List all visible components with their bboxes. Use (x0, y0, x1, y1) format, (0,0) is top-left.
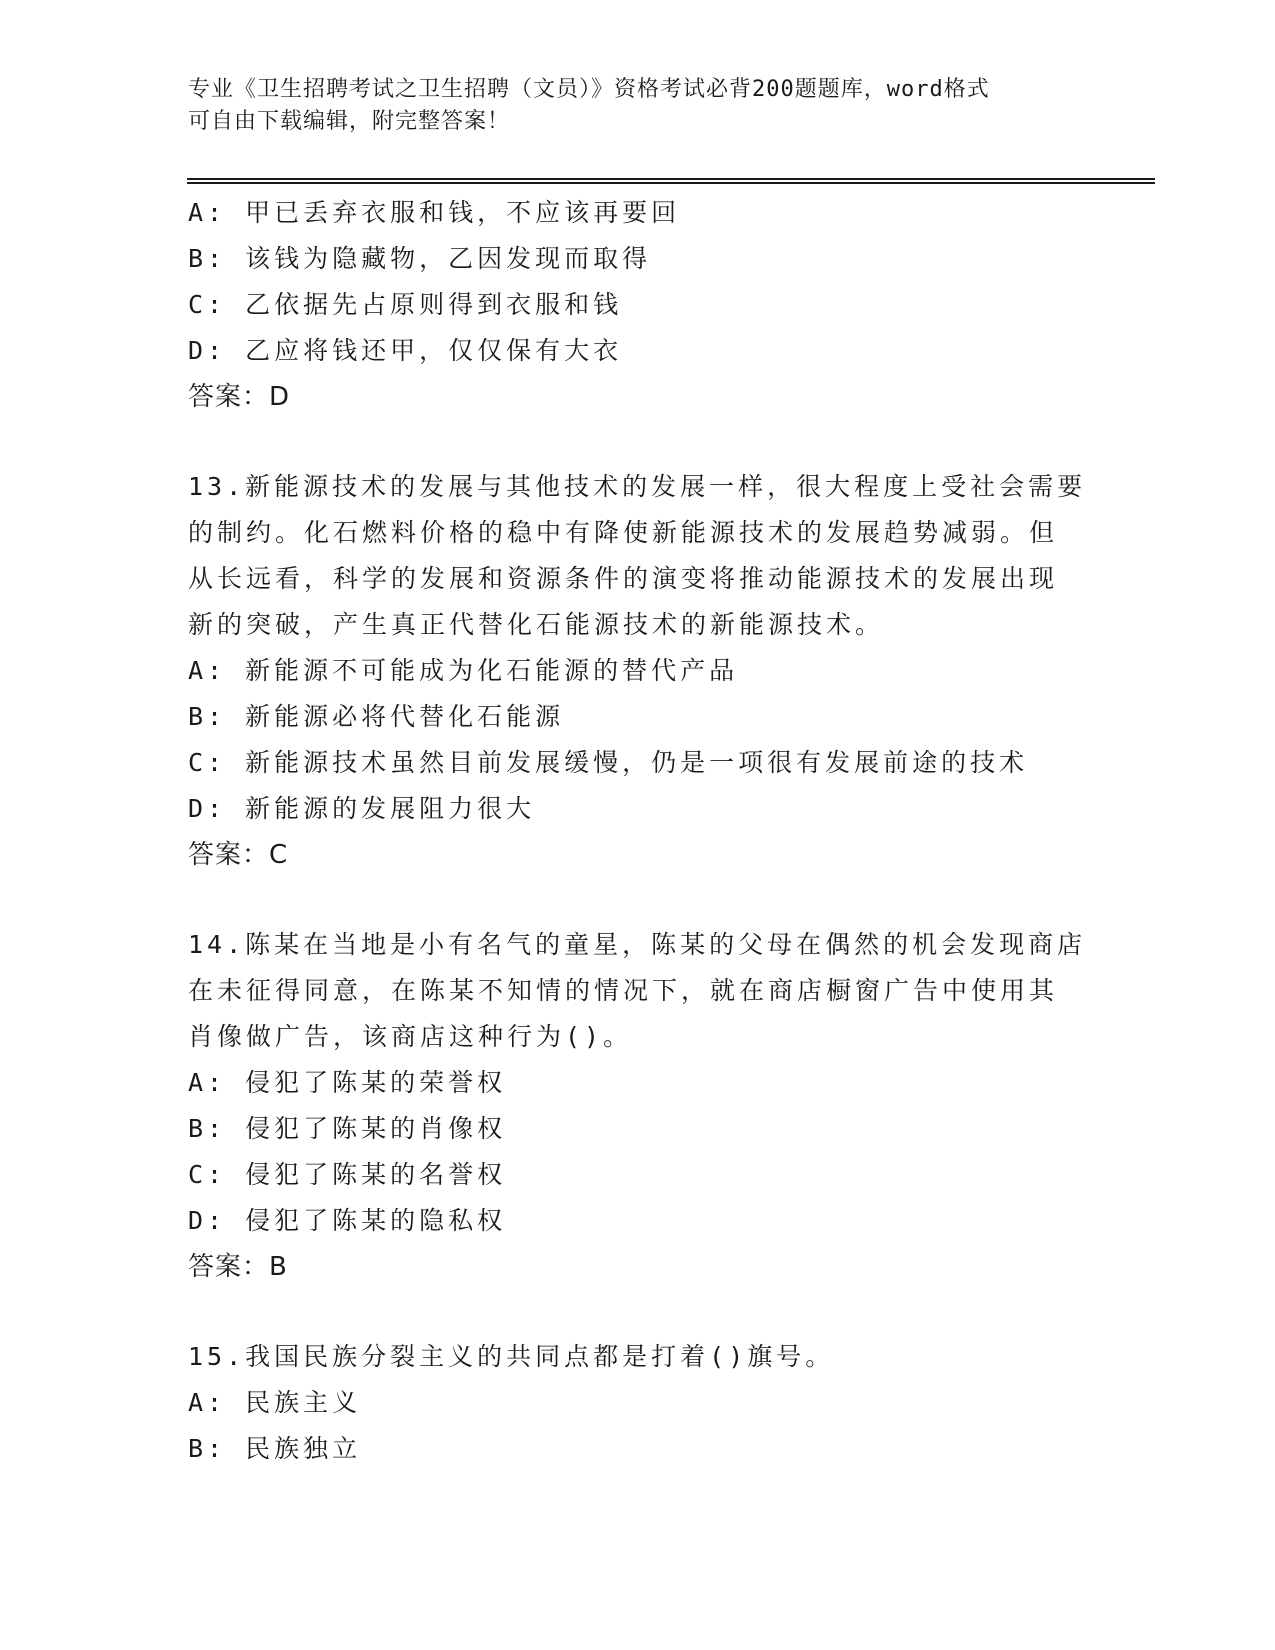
question-list (188, 190, 1088, 1472)
question-stem (188, 1334, 1088, 1380)
option-d: D: 侵犯了陈某的隐私权 (188, 1206, 507, 1235)
answer-line: 答案：B (188, 1252, 288, 1282)
stem-line: 15.我国民族分裂主义的共同点都是打着()旗号。 (188, 1342, 835, 1371)
question-15 (188, 1334, 1088, 1472)
option-b: B: 新能源必将代替化石能源 (188, 702, 565, 731)
option-d: D: 新能源的发展阻力很大 (188, 794, 536, 823)
header-line-1: 专业《卫生招聘考试之卫生招聘（文员）》资格考试必背200题题库，word格式 (188, 77, 990, 102)
stem-line: 新的突破，产生真正代替化石能源技术的新能源技术。 (188, 610, 885, 639)
header-rule-top (187, 178, 1155, 180)
option-a: A: 侵犯了陈某的荣誉权 (188, 1068, 507, 1097)
answer-line: 答案：D (188, 382, 291, 412)
question-stem (188, 922, 1088, 1060)
option-b: B: 民族独立 (188, 1434, 362, 1463)
option-c: C: 乙依据先占原则得到衣服和钱 (188, 290, 623, 319)
stem-line: 在未征得同意，在陈某不知情的情况下，就在商店橱窗广告中使用其 (188, 976, 1059, 1005)
document-header (188, 74, 1088, 138)
answer-line: 答案：C (188, 840, 289, 870)
option-b: B: 侵犯了陈某的肖像权 (188, 1114, 507, 1143)
header-rule-bottom (187, 182, 1155, 184)
option-a: A: 新能源不可能成为化石能源的替代产品 (188, 656, 739, 685)
stem-line: 13.新能源技术的发展与其他技术的发展一样，很大程度上受社会需要 (188, 472, 1087, 501)
option-a: A: 甲已丢弃衣服和钱，不应该再要回 (188, 198, 681, 227)
option-c: C: 侵犯了陈某的名誉权 (188, 1160, 507, 1189)
option-d: D: 乙应将钱还甲，仅仅保有大衣 (188, 336, 623, 365)
option-b: B: 该钱为隐藏物，乙因发现而取得 (188, 244, 652, 273)
question-13 (188, 464, 1088, 878)
stem-line: 14.陈某在当地是小有名气的童星，陈某的父母在偶然的机会发现商店 (188, 930, 1087, 959)
header-line-2: 可自由下载编辑，附完整答案！ (188, 109, 511, 134)
question-12-tail (188, 190, 1088, 420)
option-a: A: 民族主义 (188, 1388, 362, 1417)
question-stem (188, 464, 1088, 648)
option-c: C: 新能源技术虽然目前发展缓慢，仍是一项很有发展前途的技术 (188, 748, 1029, 777)
stem-line: 肖像做广告，该商店这种行为()。 (188, 1022, 633, 1051)
question-14 (188, 922, 1088, 1290)
stem-line: 从长远看，科学的发展和资源条件的演变将推动能源技术的发展出现 (188, 564, 1059, 593)
stem-line: 的制约。化石燃料价格的稳中有降使新能源技术的发展趋势减弱。但 (188, 518, 1059, 547)
